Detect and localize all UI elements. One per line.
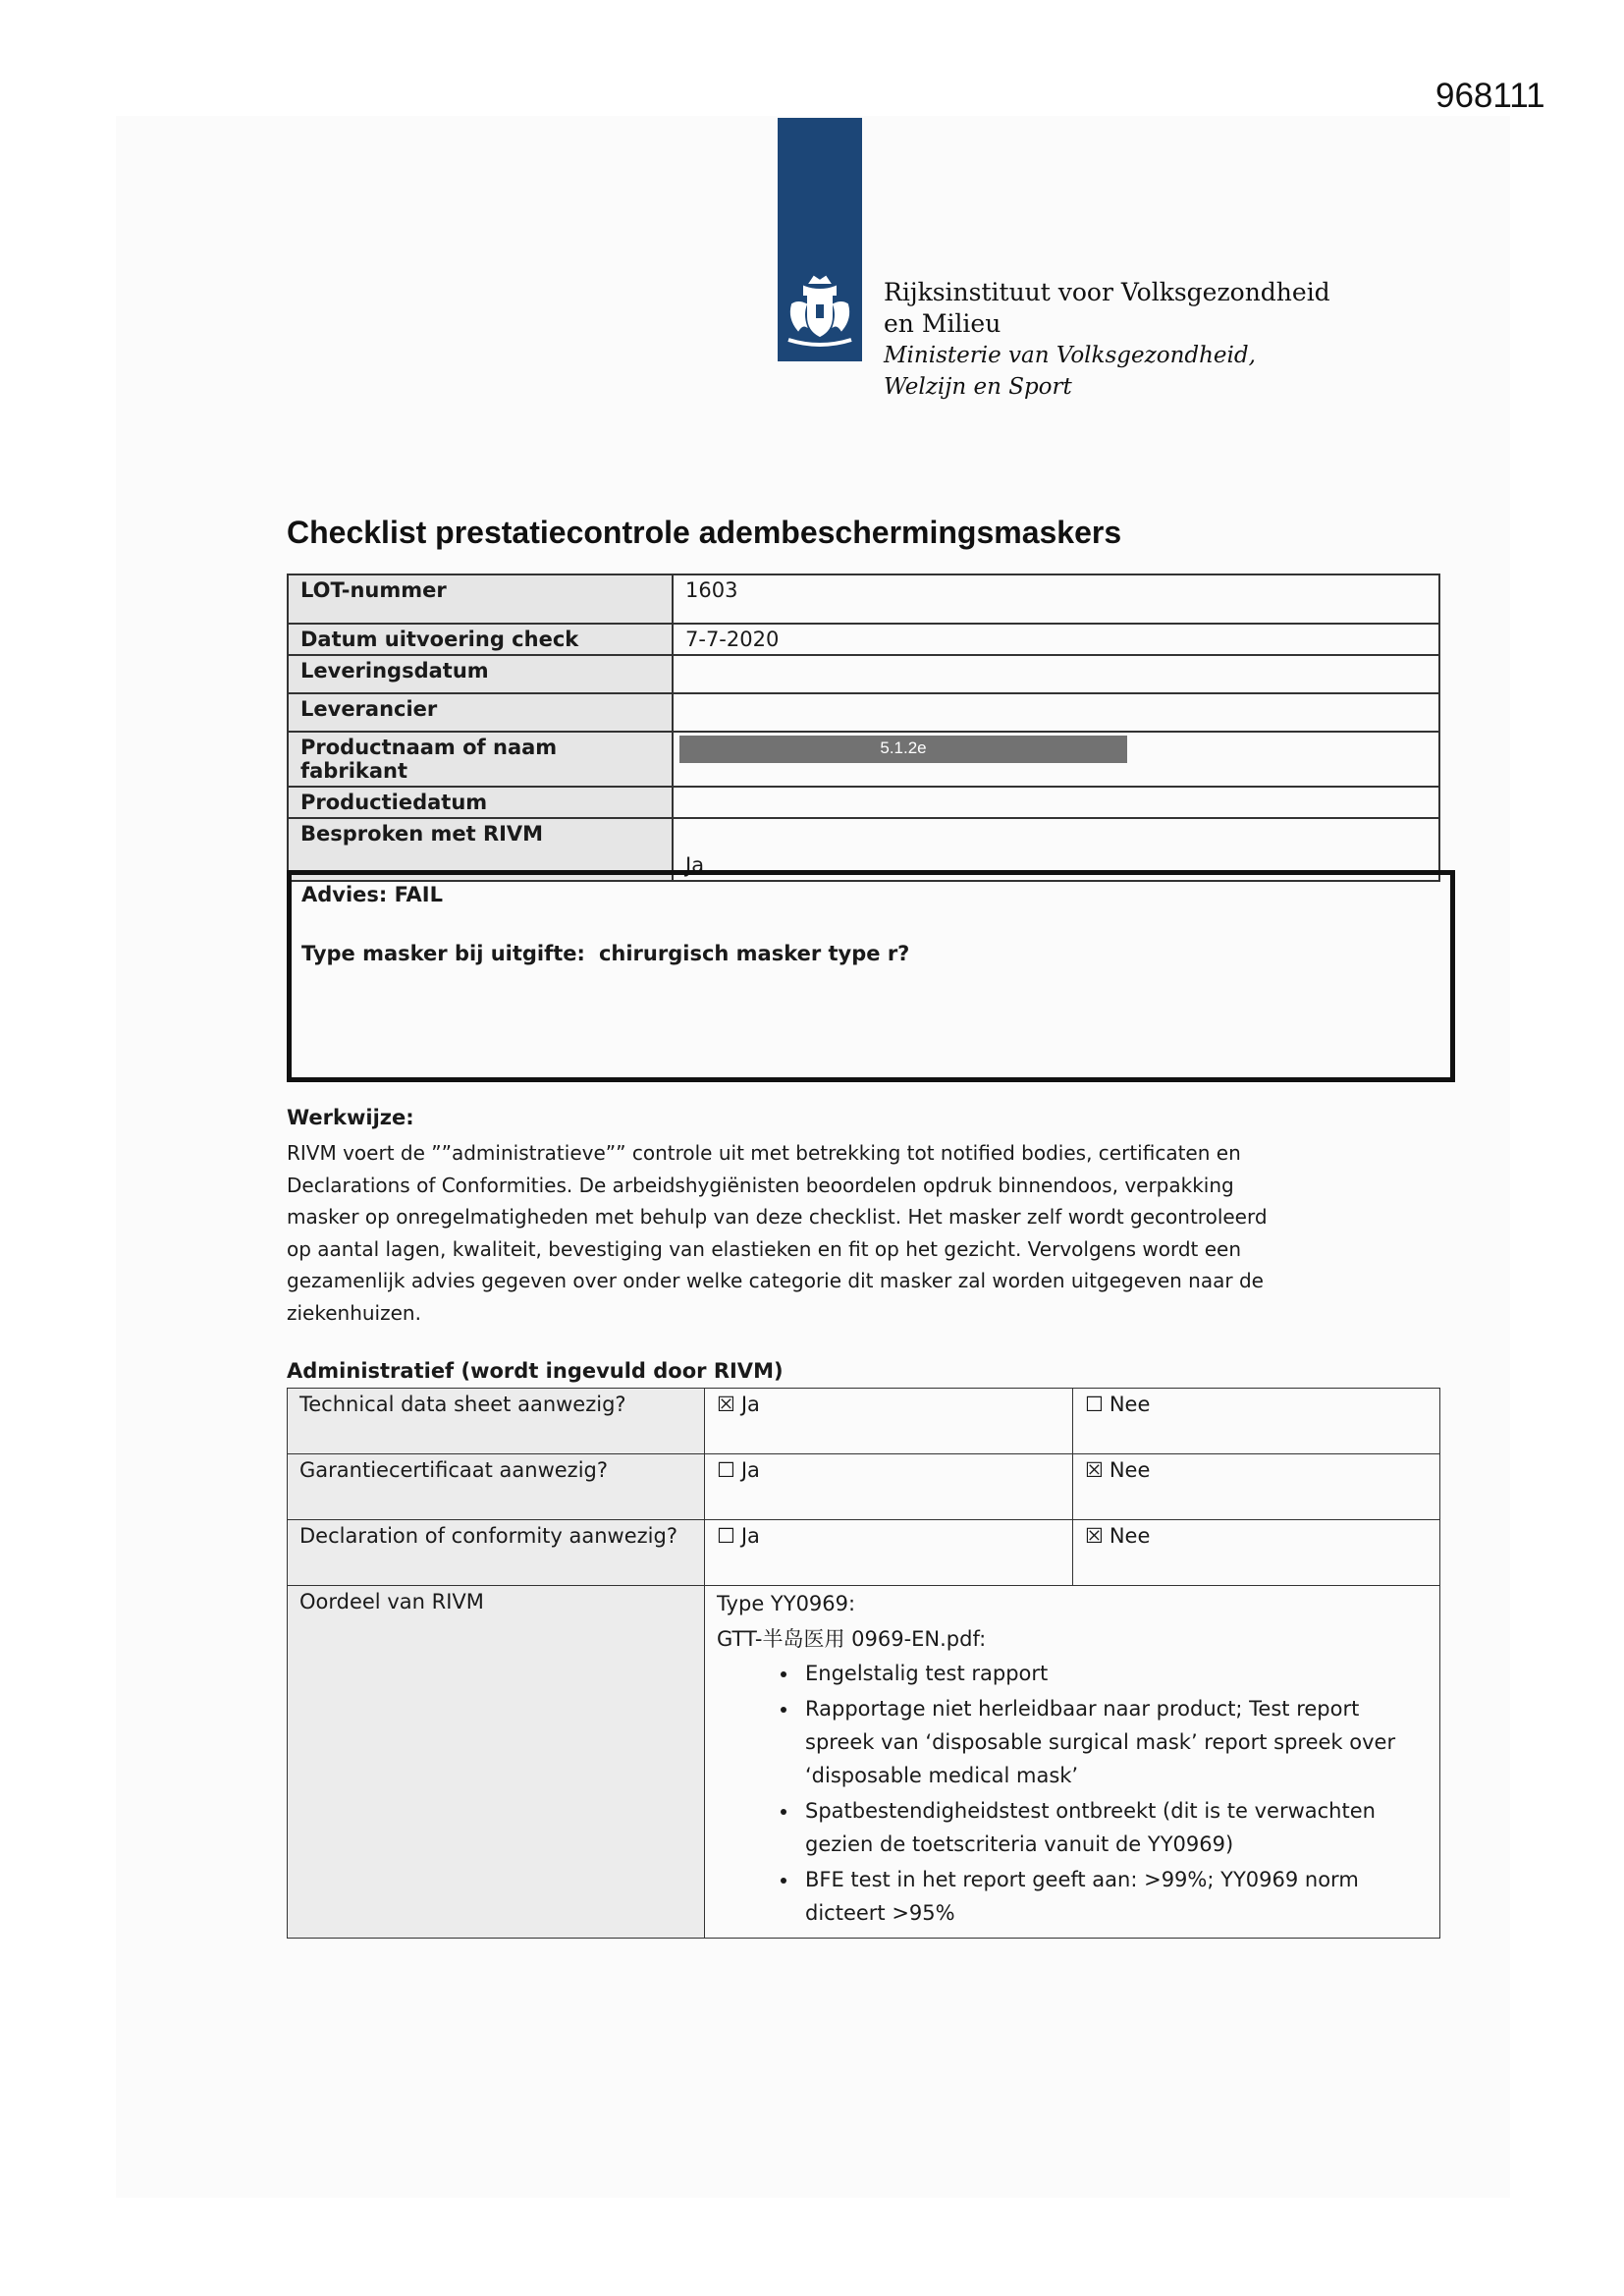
coat-of-arms-icon	[781, 275, 859, 354]
werkwijze-line: ziekenhuizen.	[287, 1300, 421, 1325]
advies-box	[287, 870, 1455, 1082]
nee-cell	[1073, 1389, 1440, 1454]
table-row	[288, 574, 1439, 624]
ja-cell	[705, 1454, 1073, 1520]
info-value	[673, 693, 1439, 732]
advies-label: Advies: FAIL	[301, 883, 444, 906]
info-label: Leverancier	[288, 693, 673, 732]
nee-label: Nee	[1109, 1458, 1151, 1482]
table-row	[288, 1586, 1440, 1939]
ja-cell	[705, 1389, 1073, 1454]
ja-label: Ja	[740, 1393, 760, 1416]
werkwijze-line: op aantal lagen, kwaliteit, bevestiging van elastieken en fit op het gezicht. Vervolgens wordt een	[287, 1236, 1242, 1261]
werkwijze-line: Declarations of Conformities. De arbeidshygiënisten beoordelen opdruk binnendoos, verpakking	[287, 1173, 1234, 1197]
werkwijze-text	[287, 1137, 1357, 1329]
ja-cell	[705, 1520, 1073, 1586]
oordeel-label: Oordeel van RIVM	[288, 1586, 705, 1939]
ja-label: Ja	[740, 1458, 760, 1482]
table-row	[288, 624, 1439, 655]
info-table	[287, 574, 1440, 882]
table-row	[288, 732, 1439, 787]
info-label: Productiedatum	[288, 787, 673, 818]
info-value	[673, 732, 1439, 787]
oordeel-cell	[705, 1586, 1440, 1939]
werkwijze-line: gezamenlijk advies gegeven over onder welke categorie dit masker zal worden uitgegeven naar de	[287, 1269, 1264, 1292]
werkwijze-line: masker op onregelmatigheden met behulp van deze checklist. Het masker zelf wordt gecontroleerd	[287, 1205, 1268, 1229]
table-row	[288, 1520, 1440, 1586]
info-label: Productnaam of naam fabrikant	[288, 732, 673, 787]
info-label: Datum uitvoering check	[288, 624, 673, 655]
table-row	[288, 655, 1439, 693]
document-number: 968111	[1435, 77, 1545, 115]
checkbox-empty-icon[interactable]: ☐	[1085, 1393, 1104, 1416]
checkbox-empty-icon[interactable]: ☐	[717, 1458, 735, 1482]
info-value: 7-7-2020	[673, 624, 1439, 655]
checkbox-checked-icon[interactable]: ☒	[1085, 1524, 1104, 1548]
logo-line-1: Rijksinstituut voor Volksgezondheid	[884, 278, 1330, 306]
info-label: Leveringsdatum	[288, 655, 673, 693]
logo-line-3: Ministerie van Volksgezondheid,	[884, 343, 1256, 368]
question-cell: Technical data sheet aanwezig?	[288, 1389, 705, 1454]
logo-line-2: en Milieu	[884, 309, 1001, 338]
redaction-block: 5.1.2e	[679, 736, 1127, 763]
info-value: Ja	[673, 818, 1439, 881]
checkbox-empty-icon[interactable]: ☐	[717, 1524, 735, 1548]
nee-cell	[1073, 1454, 1440, 1520]
info-value	[673, 655, 1439, 693]
masker-type-label: Type masker bij uitgifte:	[301, 942, 585, 965]
question-cell: Declaration of conformity aanwezig?	[288, 1520, 705, 1586]
table-row	[288, 1389, 1440, 1454]
oordeel-type: Type YY0969:	[717, 1592, 856, 1615]
werkwijze-line: RIVM voert de ””administratieve”” controle uit met betrekking tot notified bodies, certificaten en	[287, 1141, 1241, 1165]
checkbox-checked-icon[interactable]: ☒	[717, 1393, 735, 1416]
info-value	[673, 787, 1439, 818]
nee-label: Nee	[1109, 1393, 1151, 1416]
logo-bar	[778, 118, 862, 361]
list-item: • Spatbestendigheidstest ontbreekt (dit is te verwachten gezien de toetscriteria vanuit de YY0969)	[799, 1794, 1428, 1861]
oordeel-file: GTT-半岛医用 0969-EN.pdf:	[717, 1627, 987, 1651]
werkwijze-heading: Werkwijze:	[287, 1106, 414, 1129]
table-row	[288, 787, 1439, 818]
logo-line-4: Welzijn en Sport	[884, 374, 1072, 400]
info-value: 1603	[673, 574, 1439, 624]
logo-text	[884, 277, 1330, 403]
masker-type	[301, 942, 1440, 965]
list-item: • BFE test in het report geeft aan: >99%; YY0969 norm dicteert >95%	[799, 1863, 1428, 1930]
table-row	[288, 693, 1439, 732]
info-label: LOT-nummer	[288, 574, 673, 624]
question-cell: Garantiecertificaat aanwezig?	[288, 1454, 705, 1520]
oordeel-list	[717, 1657, 1428, 1930]
ja-label: Ja	[740, 1524, 760, 1548]
nee-label: Nee	[1109, 1524, 1151, 1548]
list-item: • Engelstalig test rapport	[799, 1657, 1428, 1690]
administratief-table	[287, 1388, 1440, 1939]
page-title: Checklist prestatiecontrole adembeschermingsmaskers	[287, 515, 1122, 550]
table-row	[288, 1454, 1440, 1520]
list-item: • Rapportage niet herleidbaar naar product; Test report spreek van ‘disposable surgical mask’ report spreek over ‘disposable medical mask’	[799, 1692, 1428, 1792]
masker-type-value: chirurgisch masker type r?	[598, 942, 910, 965]
administratief-heading: Administratief (wordt ingevuld door RIVM)	[287, 1359, 784, 1383]
checkbox-checked-icon[interactable]: ☒	[1085, 1458, 1104, 1482]
nee-cell	[1073, 1520, 1440, 1586]
info-label: Besproken met RIVM	[288, 818, 673, 881]
